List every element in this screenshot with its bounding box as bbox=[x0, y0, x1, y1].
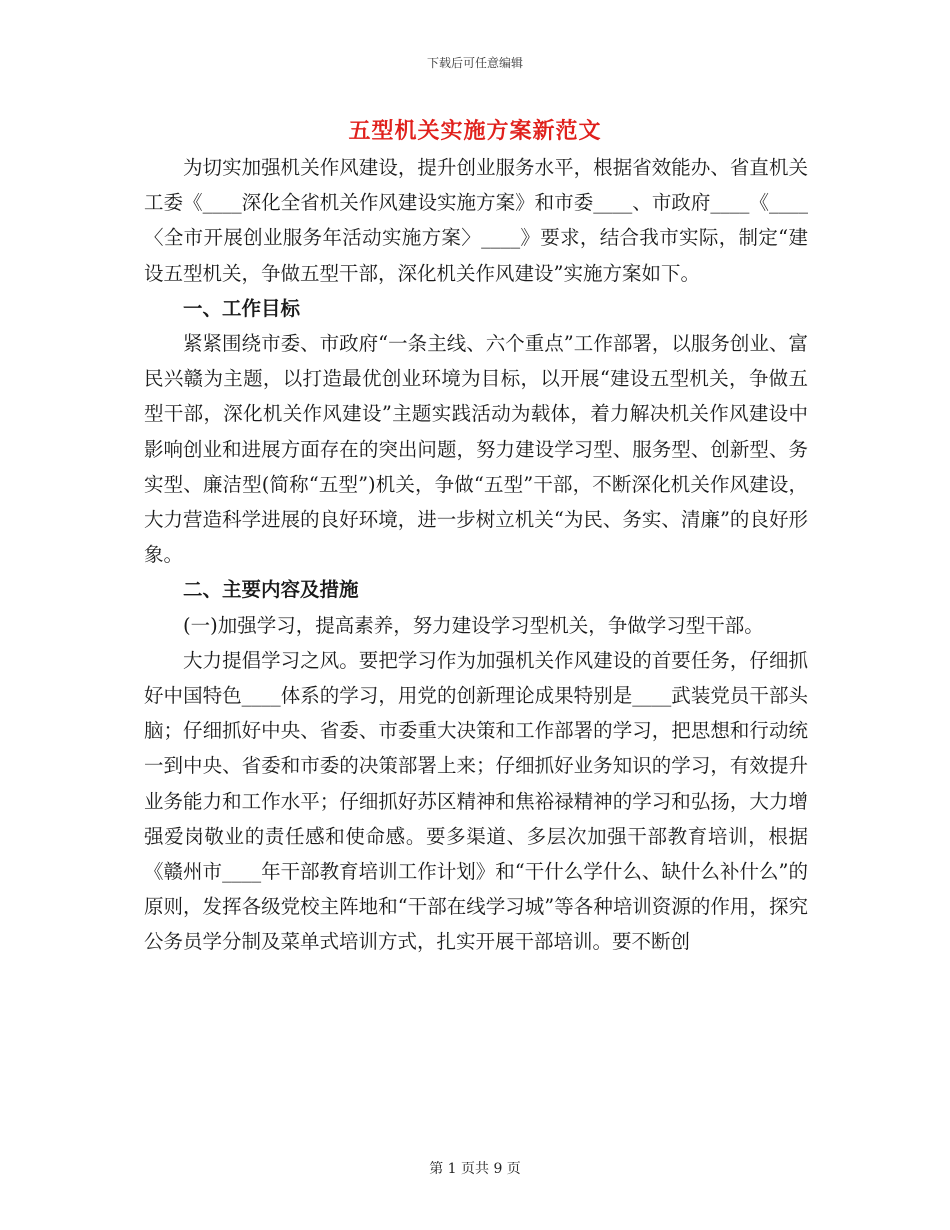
intro-paragraph: 为切实加强机关作风建设，提升创业服务水平，根据省效能办、省直机关工委《____深化全省机关作风建设实施方案》和市委____、市政府____《____〈全市开展创业服务年活动实施方案〉____》要求，结合我市实际，制定“建设五型机关，争做五型干部，深化机关作风建设”实施方案如下。 bbox=[144, 156, 808, 285]
subsection-paragraph-study: (一)加强学习，提高素养，努力建设学习型机关，争做学习型干部。 bbox=[183, 613, 764, 637]
goal-paragraph: 紧紧围绕市委、市政府“一条主线、六个重点”工作部署，以服务创业、富民兴赣为主题，以打造最优创业环境为目标，以开展“建设五型机关，争做五型干部，深化机关作风建设”主题实践活动为载体，着力解决机关作风建设中影响创业和进展方面存在的突出问题，努力建设学习型、服务型、创新型、务实型、廉洁型(简称“五型”)机关，争做“五型”干部，不断深化机关作风建设，大力营造科学进展的良好环境，进一步树立机关“为民、务实、清廉”的良好形象。 bbox=[144, 332, 808, 567]
page-indicator: 第 1 页共 9 页 bbox=[429, 1161, 521, 1177]
study-paragraph: 大力提倡学习之风。要把学习作为加强机关作风建设的首要任务，仔细抓好中国特色____体系的学习，用党的创新理论成果特别是____武装党员干部头脑；仔细抓好中央、省委、市委重大决策和工作部署的学习，把思想和行动统一到中央、省委和市委的决策部署上来；仔细抓好业务知识的学习，有效提升业务能力和工作水平；仔细抓好苏区精神和焦裕禄精神的学习和弘扬，大力增强爱岗敬业的责任感和使命感。要多渠道、多层次加强干部教育培训，根据《赣州市____年干部教育培训工作计划》和“干什么学什么、缺什么补什么”的原则，发挥各级党校主阵地和“干部在线学习城”等各种培训资源的作用，探究公务员学分制及菜单式培训方式，扎实开展干部培训。要不断创 bbox=[144, 648, 808, 954]
section-heading-goals: 一、工作目标 bbox=[183, 296, 301, 320]
section-heading-measures: 二、主要内容及措施 bbox=[183, 578, 359, 602]
header-note: 下载后可任意编辑 bbox=[426, 56, 523, 70]
document-title: 五型机关实施方案新范文 bbox=[348, 118, 602, 144]
document-body bbox=[144, 150, 808, 960]
